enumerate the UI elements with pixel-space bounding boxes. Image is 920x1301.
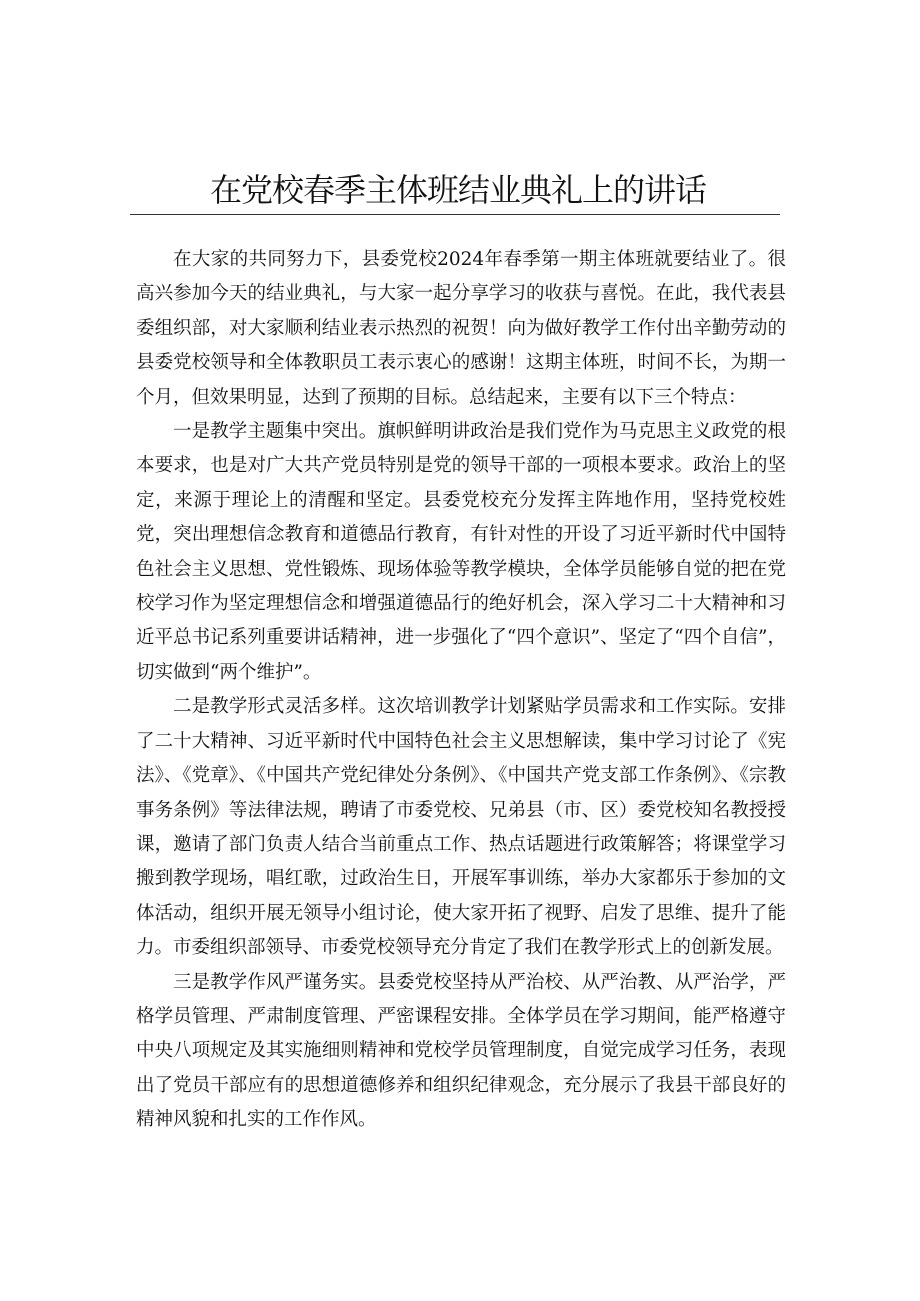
paragraph-intro: 在大家的共同努力下，县委党校2024年春季第一期主体班就要结业了。很高兴参加今天的结业典礼，与大家一起分享学习的收获与喜悦。在此，我代表县委组织部，对大家顺利结业表示热烈的祝贺！向为做好教学工作付出辛勤劳动的县委党校领导和全体教职员工表示衷心的感谢！这期主体班，时间不长，为期一个月，但效果明显，达到了预期的目标。总结起来，主要有以下三个特点： <box>136 249 786 408</box>
title-underline <box>130 214 780 215</box>
paragraph-point-two: 二是教学形式灵活多样。这次培训教学计划紧贴学员需求和工作实际。安排了二十大精神、习近平新时代中国特色社会主义思想解读，集中学习讨论了《宪法》、《党章》、《中国共产党纪律处分条例》、《中国共产党支部工作条例》、《宗教事务条例》等法律法规，聘请了市委党校、兄弟县（市、区）委党校知名教授授课，邀请了部门负责人结合当前重点工作、热点话题进行政策解答；将课堂学习搬到教学现场，唱红歌，过政治生日，开展军事训练，举办大家都乐于参加的文体活动，组织开展无领导小组讨论，使大家开拓了视野、启发了思维、提升了能力。市委组织部领导、市委党校领导充分肯定了我们在教学形式上的创新发展。 <box>136 696 786 959</box>
paragraph-point-one: 一是教学主题集中突出。旗帜鲜明讲政治是我们党作为马克思主义政党的根本要求，也是对广大共产党员特别是党的领导干部的一项根本要求。政治上的坚定，来源于理论上的清醒和坚定。县委党校充分发挥主阵地作用，坚持党校姓党，突出理想信念教育和道德品行教育，有针对性的开设了习近平新时代中国特色社会主义思想、党性锻炼、现场体验等教学模块，全体学员能够自觉的把在党校学习作为坚定理想信念和增强道德品行的绝好机会，深入学习二十大精神和习近平总书记系列重要讲话精神，进一步强化了“四个意识”、坚定了“四个自信”，切实做到“两个维护”。 <box>136 421 786 683</box>
paragraph-point-three: 三是教学作风严谨务实。县委党校坚持从严治校、从严治教、从严治学，严格学员管理、严肃制度管理、严密课程安排。全体学员在学习期间，能严格遵守中央八项规定及其实施细则精神和党校学员管理制度，自觉完成学习任务，表现出了党员干部应有的思想道德修养和组织纪律观念，充分展示了我县干部良好的精神风貌和扎实的工作作风。 <box>136 971 786 1131</box>
document-title: 在党校春季主体班结业典礼上的讲话 <box>209 171 706 209</box>
document-body <box>136 243 786 1138</box>
document-page <box>136 0 790 1301</box>
